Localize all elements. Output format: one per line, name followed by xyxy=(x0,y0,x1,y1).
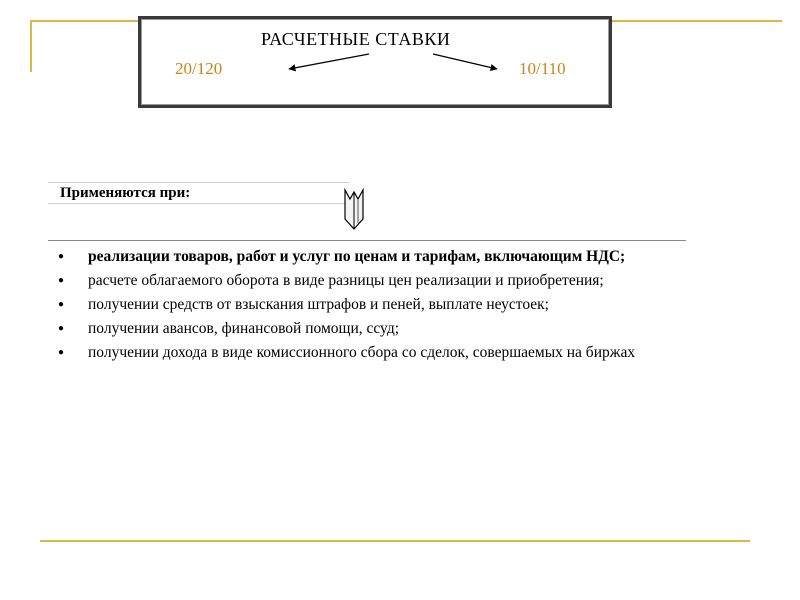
bullet-dot-icon: ● xyxy=(58,251,65,262)
frame-line-bottom xyxy=(40,540,750,542)
list-item-text: расчете облагаемого оборота в виде разницы цен реализации и приобретения; xyxy=(88,272,604,289)
bullet-dot-icon: ● xyxy=(58,347,65,358)
bullet-dot-icon: ● xyxy=(58,275,65,286)
arrow-left-right-icon xyxy=(141,19,609,105)
list-item-text: реализации товаров, работ и услуг по ценам и тарифам, включающим НДС; xyxy=(88,248,626,265)
section-divider xyxy=(48,240,686,241)
rate-right: 10/110 xyxy=(519,59,566,78)
bullet-dot-icon: ● xyxy=(58,323,65,334)
list-item xyxy=(54,294,686,315)
list-item-text: получении дохода в виде комиссионного сбора со сделок, совершаемых на биржах xyxy=(88,344,636,361)
list-item-text: получении средств от взыскания штрафов и пеней, выплате неустоек; xyxy=(88,296,549,313)
applies-line-top xyxy=(48,182,350,183)
bullet-list xyxy=(54,246,686,366)
list-item-text: получении авансов, финансовой помощи, ссуд; xyxy=(88,320,400,337)
list-item xyxy=(54,342,686,363)
rate-left: 20/120 xyxy=(175,59,223,78)
list-item xyxy=(54,318,686,339)
slide-title: РАСЧЕТНЫЕ СТАВКИ xyxy=(261,29,451,49)
list-item xyxy=(54,246,686,267)
down-arrow-icon xyxy=(342,187,366,231)
title-box xyxy=(138,16,612,108)
list-item xyxy=(54,270,686,291)
applies-label: Применяются при: xyxy=(60,185,191,201)
applies-line-bottom xyxy=(48,203,350,204)
frame-line-left xyxy=(30,20,32,72)
bullet-dot-icon: ● xyxy=(58,299,65,310)
